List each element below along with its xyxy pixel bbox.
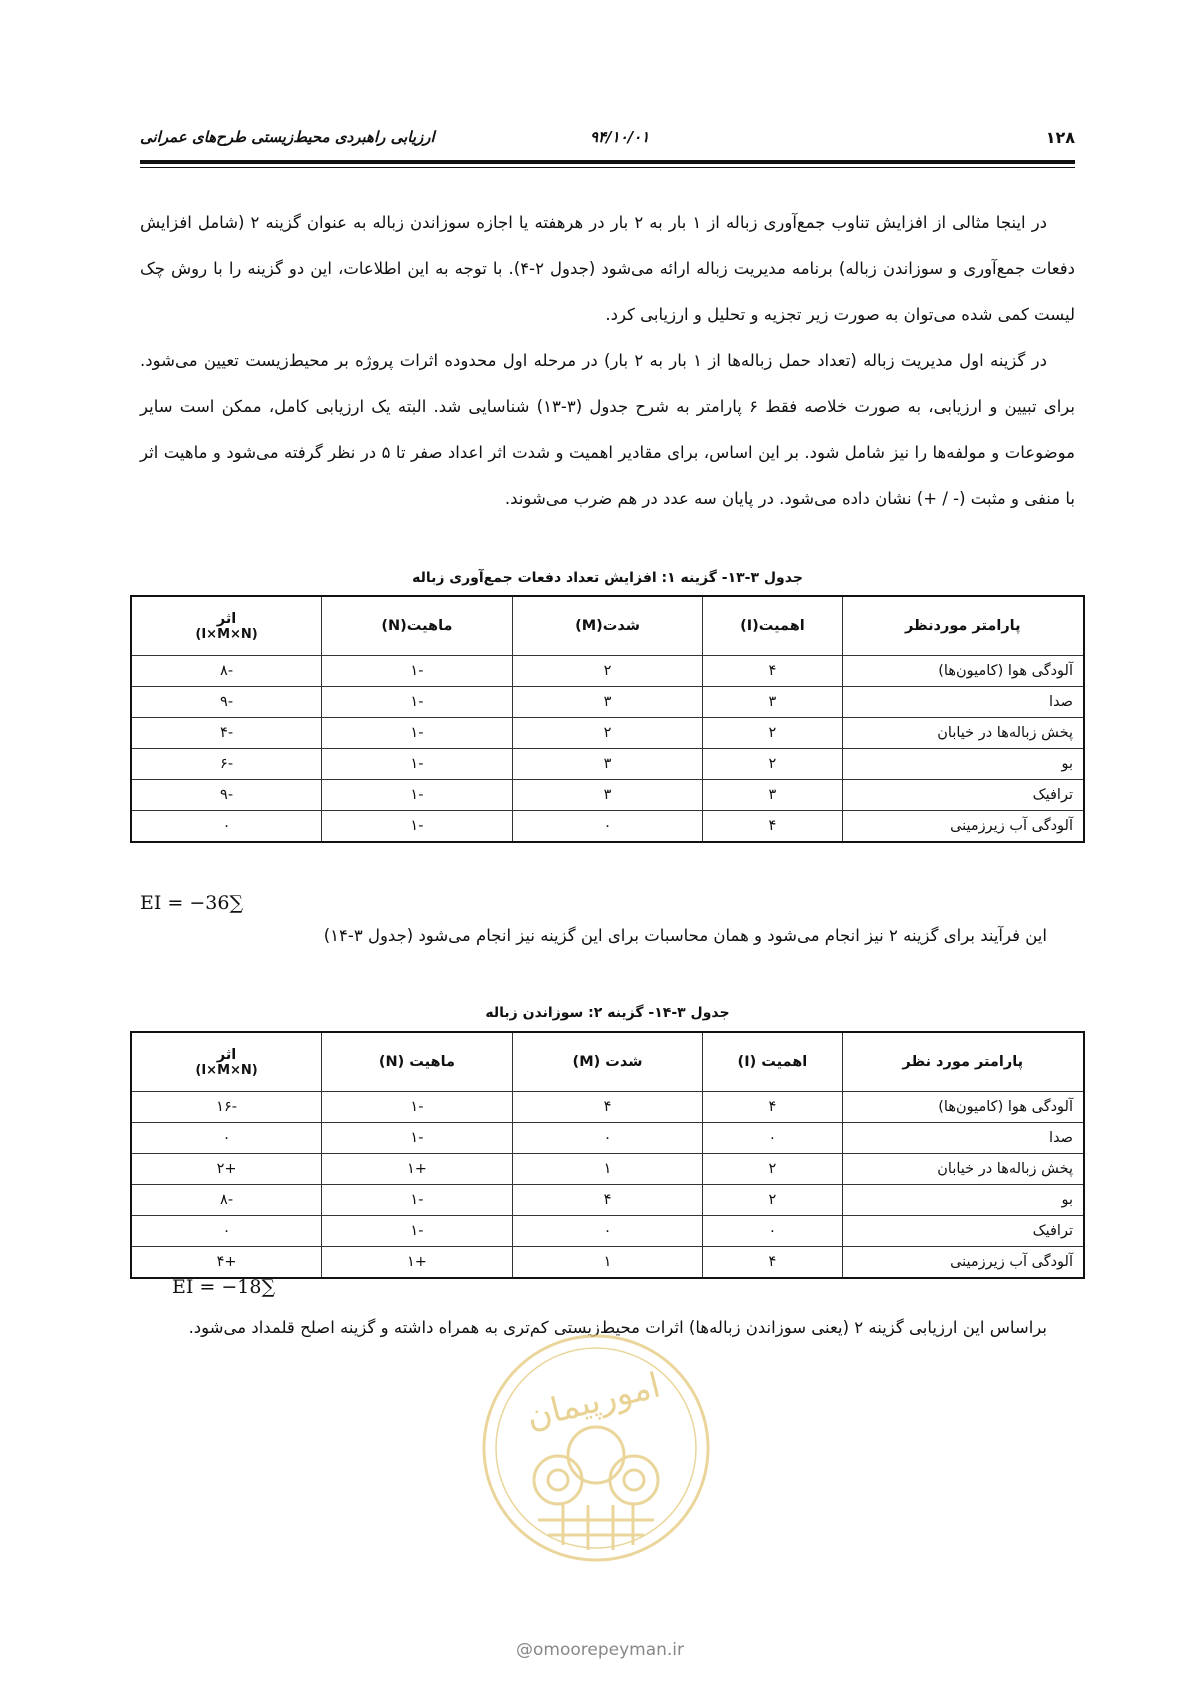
cell-importance: ۴	[703, 656, 842, 687]
cell-effect: -۸	[131, 656, 322, 687]
cell-importance: ۴	[703, 1092, 842, 1123]
cell-nature: +۱	[322, 1154, 513, 1185]
table1-caption: جدول ۳-۱۳- گزینه ۱: افزایش تعداد دفعات جمع‌آوری زباله	[412, 570, 803, 586]
paragraph-conclusion: براساس این ارزیابی گزینه ۲ (یعنی سوزاندن زباله‌ها) اثرات محیط‌زیستی کم‌تری به همراه داشته و گزینه اصلح قلمداد می‌شود.	[188, 1318, 1047, 1337]
paragraph-option2: این فرآیند برای گزینه ۲ نیز انجام می‌شود و همان محاسبات برای این گزینه نیز انجام می‌شود (جدول ۳-۱۴)	[323, 926, 1047, 945]
cell-severity: ۰	[512, 811, 703, 843]
cell-severity: ۳	[512, 780, 703, 811]
cell-nature: -۱	[322, 1092, 513, 1123]
cell-importance: ۴	[703, 1247, 842, 1279]
cell-nature: +۱	[322, 1247, 513, 1279]
table-row	[131, 718, 1084, 749]
cell-nature: -۱	[322, 1185, 513, 1216]
header-effect-formula: (I×M×N)	[195, 1062, 258, 1078]
cell-severity: ۲	[512, 656, 703, 687]
header-rule-thick	[140, 160, 1075, 164]
cell-param: صدا	[842, 687, 1084, 718]
cell-severity: ۱	[512, 1154, 703, 1185]
running-title: ارزیابی راهبردی محیط‌زیستی طرح‌های عمرانی	[140, 128, 435, 146]
cell-nature: -۱	[322, 780, 513, 811]
table-row	[131, 656, 1084, 687]
cell-severity: ۴	[512, 1092, 703, 1123]
header-nature: ماهیت(N)	[322, 596, 513, 656]
cell-param: آلودگی آب زیرزمینی	[842, 1247, 1084, 1279]
cell-param: ترافیک	[842, 780, 1084, 811]
cell-effect: +۲	[131, 1154, 322, 1185]
header-nature: ماهیت (N)	[322, 1032, 513, 1092]
cell-importance: ۰	[703, 1123, 842, 1154]
cell-importance: ۴	[703, 811, 842, 843]
cell-importance: ۳	[703, 687, 842, 718]
page-number: ۱۲۸	[1045, 128, 1075, 147]
table-row	[131, 1154, 1084, 1185]
header-severity: شدت (M)	[512, 1032, 703, 1092]
cell-effect: ۰	[131, 1216, 322, 1247]
cell-nature: -۱	[322, 687, 513, 718]
cell-severity: ۳	[512, 749, 703, 780]
cell-severity: ۲	[512, 718, 703, 749]
watermark-seal-icon	[478, 1330, 714, 1566]
cell-effect: ۰	[131, 811, 322, 843]
paragraph-option1: در گزینه اول مدیریت زباله (تعداد حمل زباله‌ها از ۱ بار به ۲ بار) در مرحله اول محدوده اثرات پروژه بر محیط‌زیست تعیین می‌شود. برای تبیین و ارزیابی، به صورت خلاصه فقط ۶ پارامتر به شرح جدول (۳-۱۳) شناسایی شد. البته یک ارزیابی کامل، ممکن است سایر موضوعات و مولفه‌ها را نیز شامل شود. بر این اساس، برای مقادیر اهمیت و شدت اثر اعداد صفر تا ۵ در نظر گرفته می‌شود و ماهیت اثر با منفی و مثبت (- / +) نشان داده می‌شود. در پایان سه عدد در هم ضرب می‌شوند.	[140, 351, 1076, 508]
cell-severity: ۳	[512, 687, 703, 718]
watermark-site-text: @omoorepeyman.ir	[515, 1640, 685, 1660]
cell-param: ترافیک	[842, 1216, 1084, 1247]
cell-effect: ۰	[131, 1123, 322, 1154]
cell-severity: ۰	[512, 1216, 703, 1247]
cell-param: صدا	[842, 1123, 1084, 1154]
cell-importance: ۰	[703, 1216, 842, 1247]
table-row	[131, 749, 1084, 780]
cell-nature: -۱	[322, 1216, 513, 1247]
header-importance: اهمیت (I)	[703, 1032, 842, 1092]
header-importance: اهمیت(I)	[703, 596, 842, 656]
cell-importance: ۲	[703, 1185, 842, 1216]
header-param: پارامتر موردنظر	[842, 596, 1084, 656]
cell-severity: ۰	[512, 1123, 703, 1154]
cell-importance: ۲	[703, 749, 842, 780]
cell-severity: ۱	[512, 1247, 703, 1279]
cell-importance: ۲	[703, 718, 842, 749]
header-rule-thin	[140, 167, 1075, 168]
cell-param: بو	[842, 1185, 1084, 1216]
cell-effect: -۱۶	[131, 1092, 322, 1123]
cell-effect: -۸	[131, 1185, 322, 1216]
cell-param: آلودگی هوا (کامیون‌ها)	[842, 656, 1084, 687]
cell-effect: -۹	[131, 780, 322, 811]
table-row	[131, 780, 1084, 811]
cell-nature: -۱	[322, 749, 513, 780]
table2-caption: جدول ۳-۱۴- گزینه ۲: سوزاندن زباله	[485, 1005, 730, 1021]
cell-severity: ۴	[512, 1185, 703, 1216]
ei-total-option2: EI = −18∑	[172, 1276, 276, 1298]
table-row	[131, 811, 1084, 843]
page-header	[140, 128, 1075, 152]
cell-param: آلودگی آب زیرزمینی	[842, 811, 1084, 843]
table-row	[131, 1123, 1084, 1154]
header-effect-label: اثر	[216, 610, 237, 627]
table-header-row	[131, 596, 1084, 656]
table-option1	[130, 595, 1085, 843]
table-row	[131, 1216, 1084, 1247]
header-effect-label: اثر	[216, 1046, 237, 1063]
header-severity: شدت(M)	[512, 596, 703, 656]
table-row	[131, 1247, 1084, 1279]
table-row	[131, 1092, 1084, 1123]
table-header-row	[131, 1032, 1084, 1092]
cell-importance: ۳	[703, 780, 842, 811]
table-row	[131, 1185, 1084, 1216]
cell-nature: -۱	[322, 656, 513, 687]
cell-nature: -۱	[322, 811, 513, 843]
cell-effect: +۴	[131, 1247, 322, 1279]
header-effect	[131, 596, 322, 656]
ei-total-option1: EI = −36∑	[140, 892, 244, 914]
table-row	[131, 687, 1084, 718]
cell-param: پخش زباله‌ها در خیابان	[842, 718, 1084, 749]
cell-effect: -۴	[131, 718, 322, 749]
cell-effect: -۶	[131, 749, 322, 780]
cell-param: پخش زباله‌ها در خیابان	[842, 1154, 1084, 1185]
table-option2	[130, 1031, 1085, 1279]
cell-effect: -۹	[131, 687, 322, 718]
cell-param: بو	[842, 749, 1084, 780]
header-effect	[131, 1032, 322, 1092]
cell-nature: -۱	[322, 718, 513, 749]
svg-text:امورپیمان: امورپیمان	[522, 1365, 665, 1438]
cell-importance: ۲	[703, 1154, 842, 1185]
header-code: ۹۴/۱۰/۰۱	[590, 128, 650, 146]
cell-param: آلودگی هوا (کامیون‌ها)	[842, 1092, 1084, 1123]
cell-nature: -۱	[322, 1123, 513, 1154]
paragraph-intro: در اینجا مثالی از افزایش تناوب جمع‌آوری زباله از ۱ بار به ۲ بار در هرهفته یا اجازه سوزاندن زباله به عنوان گزینه ۲ (شامل افزایش دفعات جمع‌آوری و سوزاندن زباله) برنامه مدیریت زباله ارائه می‌شود (جدول ۲-۴). با توجه به این اطلاعات، این دو گزینه را با روش چک لیست کمی شده می‌توان به صورت زیر تجزیه و تحلیل و ارزیابی کرد.	[140, 213, 1075, 324]
header-param: پارامتر مورد نظر	[842, 1032, 1084, 1092]
header-effect-formula: (I×M×N)	[195, 626, 258, 642]
